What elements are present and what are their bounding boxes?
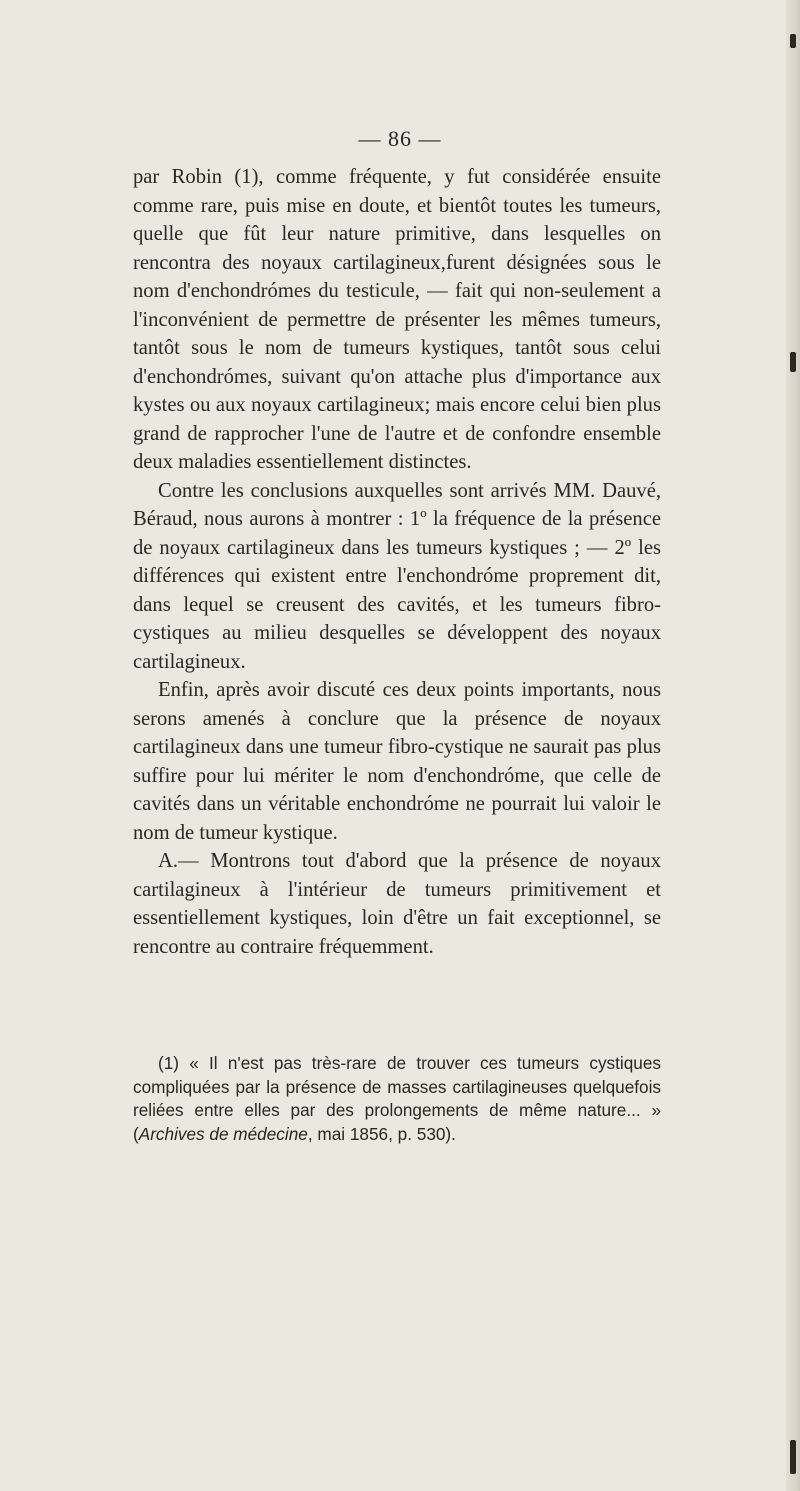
paragraph-4: A.— Montrons tout d'abord que la présence de noyaux cartilagineux à l'intérieur de tumeurs primitivement et essentiellement kystiques, loin d'être un fait exceptionnel, se rencontre au contraire fréquemment. [133,850,661,958]
paragraph-3: Enfin, après avoir discuté ces deux points importants, nous serons amenés à conclure que la présence de noyaux cartilagineux dans une tumeur fibro-cystique ne saurait pas plus suffire pour lui mériter le nom d'enchondróme, que celle de cavités dans un véritable enchondróme ne pourrait lui valoir le nom de tumeur kystique. [133,679,661,844]
paragraph-2: Contre les conclusions auxquelles sont arrivés MM. Dauvé, Béraud, nous aurons à montrer : 1º la fréquence de la présence de noyaux cartilagineux dans les tumeurs kystiques ; — 2º les différences qui existent entre l'enchondróme proprement dit, dans lequel se creusent des cavités, et les tumeurs fibro-cystiques au milieu desquelles se développent des noyaux cartilagineux. [133,479,661,673]
page-number: — 86 — [358,126,442,151]
main-text [133,163,661,961]
page-edge-shadow [786,0,800,1491]
footnote-paragraph [133,1052,661,1146]
edge-mark [790,34,796,48]
edge-mark [790,352,796,372]
paragraph-1: par Robin (1), comme fréquente, y fut considérée ensuite comme rare, puis mise en doute, et bientôt toutes les tumeurs, quelle que fût leur nature primitive, dans lesquelles on rencontra des noyaux cartilagineux,furent désignées sous le nom d'enchondrómes du testicule, — fait qui non-seulement a l'inconvénient de permettre de présenter les mêmes tumeurs, tantôt sous le nom de tumeurs kystiques, tantôt sous celui d'enchondrómes, suivant qu'on attache plus d'importance aux kystes ou aux noyaux cartilagineux; mais encore celui bien plus grand de rapprocher l'une de l'autre et de confondre ensemble deux maladies essentiellement distinctes. [133,166,661,473]
footnote-source-details: , mai 1856, p. 530). [307,1123,456,1144]
edge-mark [790,1440,796,1474]
footnote [133,1052,661,1146]
footnote-text: (1) « Il n'est pas très-rare de trouver ces tumeurs cystiques compliquées par la présence de masses cartilagineuses quelquefois reliées entre elles par des prolongements de même nature... » ( [133,1053,661,1144]
footnote-source-title: Archives de médecine [138,1123,308,1144]
